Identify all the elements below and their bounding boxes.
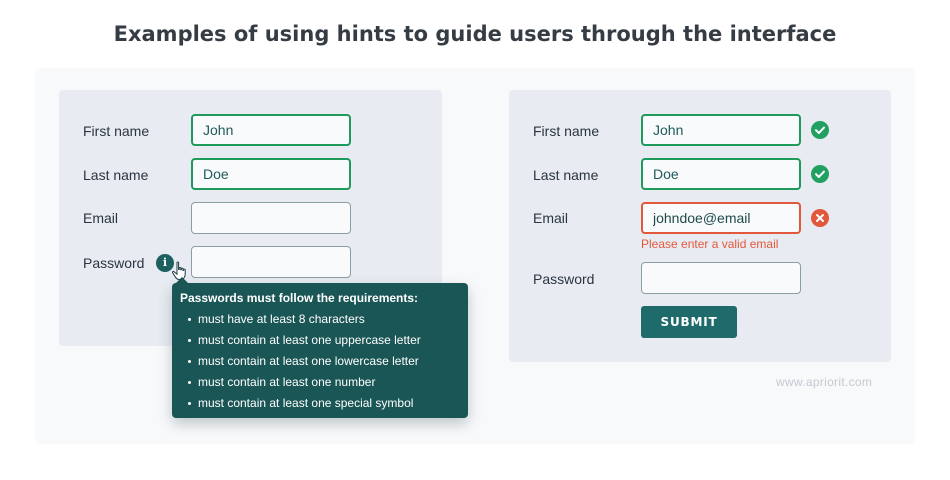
page-title: Examples of using hints to guide users through the interface [113,22,837,46]
list-item: must contain at least one uppercase letter [180,333,460,354]
first-name-input[interactable] [191,114,351,146]
last-name-label: Last name [83,167,149,183]
email-input[interactable] [191,202,351,234]
watermark: www.apriorit.com [776,375,873,389]
password-hint-tooltip [172,283,468,418]
password-input[interactable] [641,262,801,294]
list-item: must contain at least one special symbol [180,396,460,417]
password-input[interactable] [191,246,351,278]
list-item: must contain at least one number [180,375,460,396]
tooltip-title: Passwords must follow the requirements: [180,291,419,305]
list-item: must contain at least one lowercase letter [180,354,460,375]
password-label: Password [83,255,145,271]
list-item: must have at least 8 characters [180,312,460,333]
check-icon [811,165,829,183]
first-name-input[interactable] [641,114,801,146]
first-name-label: First name [533,123,600,139]
email-label: Email [83,210,119,226]
info-icon[interactable]: i [156,254,174,272]
last-name-label: Last name [533,167,599,183]
email-label: Email [533,210,569,226]
check-icon [811,121,829,139]
last-name-input[interactable] [191,158,351,190]
submit-button[interactable]: SUBMIT [641,306,737,338]
cross-icon [811,209,829,227]
email-error-message: Please enter a valid email [641,237,779,251]
requirements-list [180,312,460,417]
first-name-label: First name [83,123,150,139]
email-input[interactable] [641,202,801,234]
password-label: Password [533,271,595,287]
last-name-input[interactable] [641,158,801,190]
